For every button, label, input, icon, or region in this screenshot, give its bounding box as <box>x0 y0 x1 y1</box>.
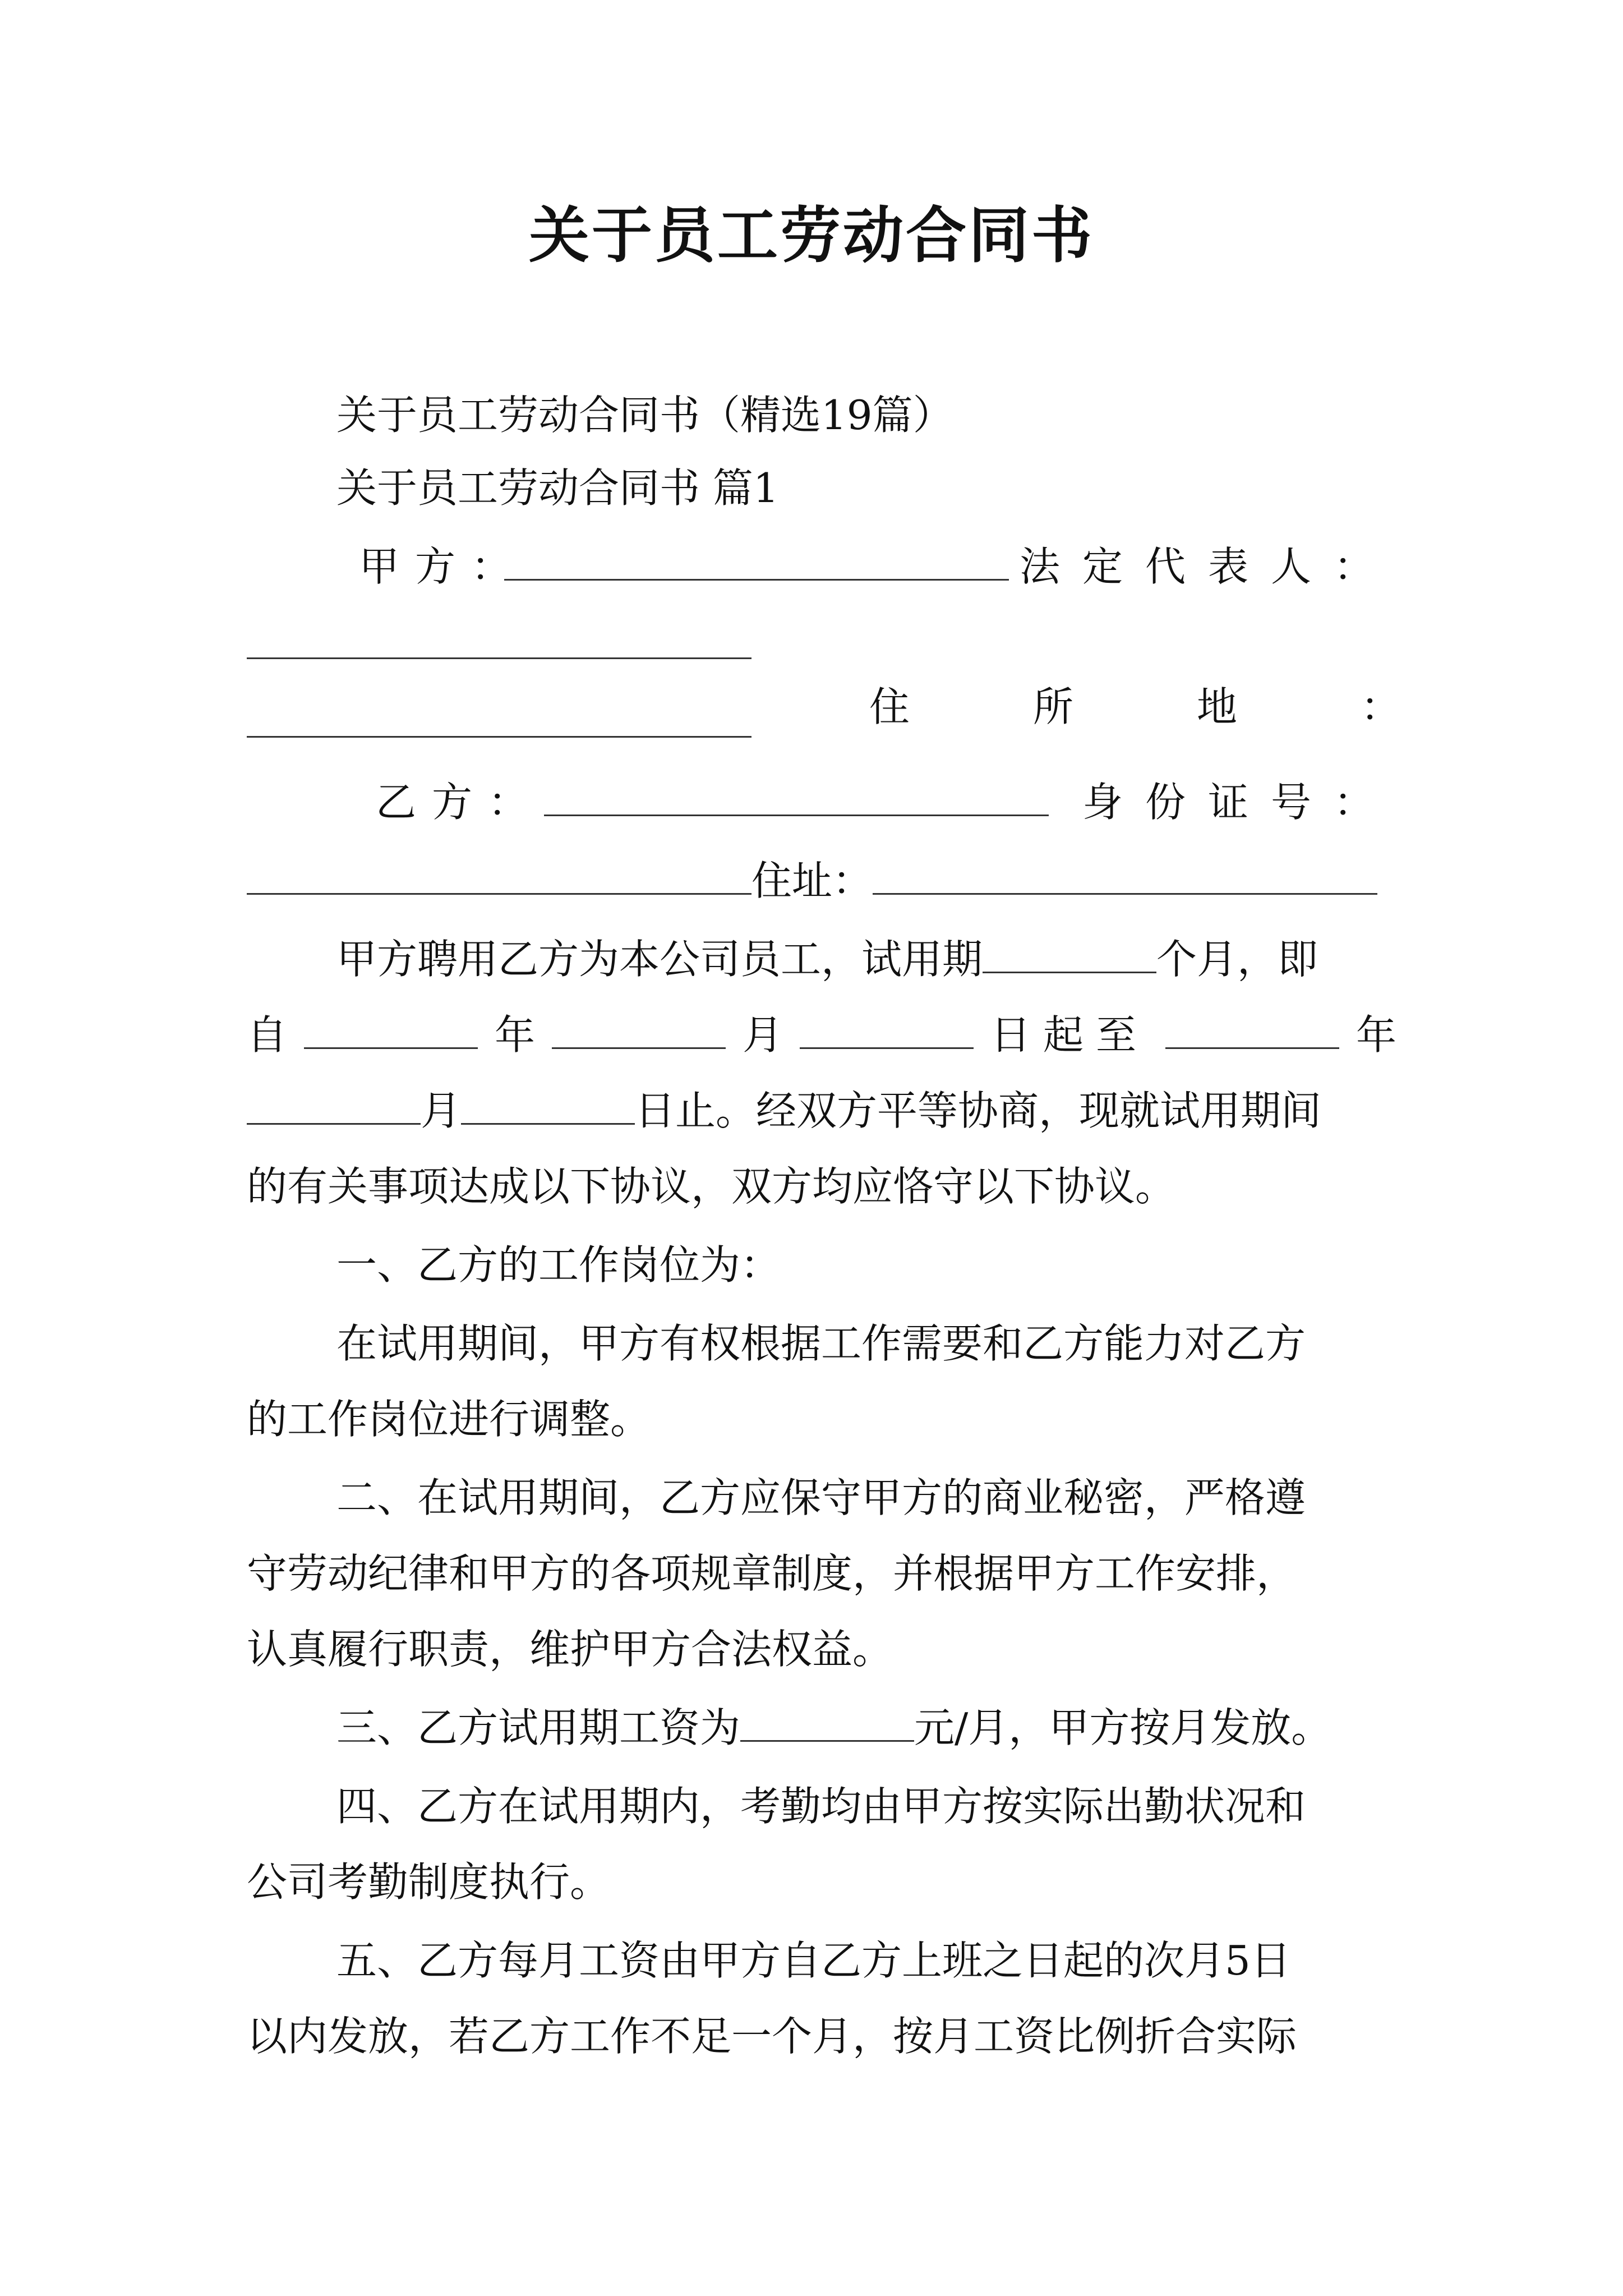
clause-1-title: 一、乙方的工作岗位为： <box>336 1241 781 1289</box>
party-a-address-blank-row <box>247 693 1396 754</box>
end-month-blank <box>247 1084 421 1125</box>
party-b-address-blank <box>873 854 1377 895</box>
probation-text-a: 甲方聘用乙方为本公司员工，试用期 <box>336 936 983 983</box>
start-month-label: 月 <box>742 1011 783 1059</box>
clause-5-line-1: 五、乙方每月工资由甲方自乙方上班之日起的次月5日 <box>336 1937 1291 1984</box>
probation-line-3 <box>247 1080 1396 1142</box>
clause-3-line <box>247 1697 1396 1759</box>
party-a-address-blank <box>247 697 751 738</box>
clause-2-line-2: 守劳动纪律和甲方的各项规章制度，并根据甲方工作安排， <box>247 1550 1297 1597</box>
party-b-blank <box>544 775 1049 816</box>
probation-line-1 <box>247 928 1396 990</box>
party-a-row <box>247 536 1396 597</box>
party-a-address-text: 住所地： <box>869 683 1525 730</box>
section-heading: 关于员工劳动合同书 篇1 <box>336 464 779 512</box>
clause-3-text-a: 三、乙方试用期工资为 <box>336 1704 741 1751</box>
start-day-label: 日起至 <box>990 1011 1149 1059</box>
party-b-address-label: 住址： <box>751 857 873 904</box>
probation-months-blank <box>983 932 1156 973</box>
party-a-rep-blank <box>247 618 751 659</box>
clause-4-line-1: 四、乙方在试用期内，考勤均由甲方按实际出勤状况和 <box>336 1783 1306 1830</box>
clause-1-line-1: 在试用期间，甲方有权根据工作需要和乙方能力对乙方 <box>336 1320 1306 1367</box>
start-month-blank <box>552 1008 726 1049</box>
probation-line-2 <box>247 1004 1396 1066</box>
probation-line-4: 的有关事项达成以下协议，双方均应恪守以下协议。 <box>247 1163 1176 1210</box>
salary-blank <box>740 1701 914 1742</box>
document-title: 关于员工劳动合同书 <box>528 200 1094 271</box>
document-subtitle: 关于员工劳动合同书（精选19篇） <box>336 392 953 439</box>
party-a-rep-label: 法定代表人： <box>1019 543 1396 590</box>
end-month-label: 月 <box>421 1087 462 1134</box>
start-year-label: 年 <box>494 1011 535 1059</box>
start-year-blank <box>304 1008 478 1049</box>
clause-2-line-3: 认真履行职责，维护甲方合法权益。 <box>247 1626 893 1673</box>
party-b-address-row <box>247 850 1396 912</box>
clause-2-line-1: 二、在试用期间，乙方应保守甲方的商业秘密，严格遵 <box>336 1474 1306 1521</box>
party-b-id-blank <box>247 854 751 895</box>
clause-4-line-2: 公司考勤制度执行。 <box>247 1858 611 1906</box>
party-b-id-label: 身份证号： <box>1082 779 1396 826</box>
party-b-label: 乙方： <box>376 779 545 826</box>
party-b-row <box>247 771 1396 833</box>
clause-1-line-2: 的工作岗位进行调整。 <box>247 1396 651 1443</box>
party-a-address-row <box>247 614 1525 730</box>
probation-from: 自 <box>247 1011 288 1059</box>
end-year-blank <box>1165 1008 1339 1049</box>
party-a-label: 甲方： <box>359 543 528 590</box>
probation-end-text: 日止。经双方平等协商，现就试用期间 <box>635 1087 1322 1134</box>
clause-3-text-b: 元/月，甲方按月发放。 <box>914 1704 1332 1751</box>
party-a-blank <box>504 540 1009 581</box>
end-year-label: 年 <box>1355 1011 1396 1059</box>
probation-text-b: 个月，即 <box>1156 936 1318 983</box>
end-day-blank <box>461 1084 635 1125</box>
start-day-blank <box>800 1008 974 1049</box>
clause-5-line-2: 以内发放，若乙方工作不足一个月，按月工资比例折合实际 <box>247 2013 1297 2060</box>
